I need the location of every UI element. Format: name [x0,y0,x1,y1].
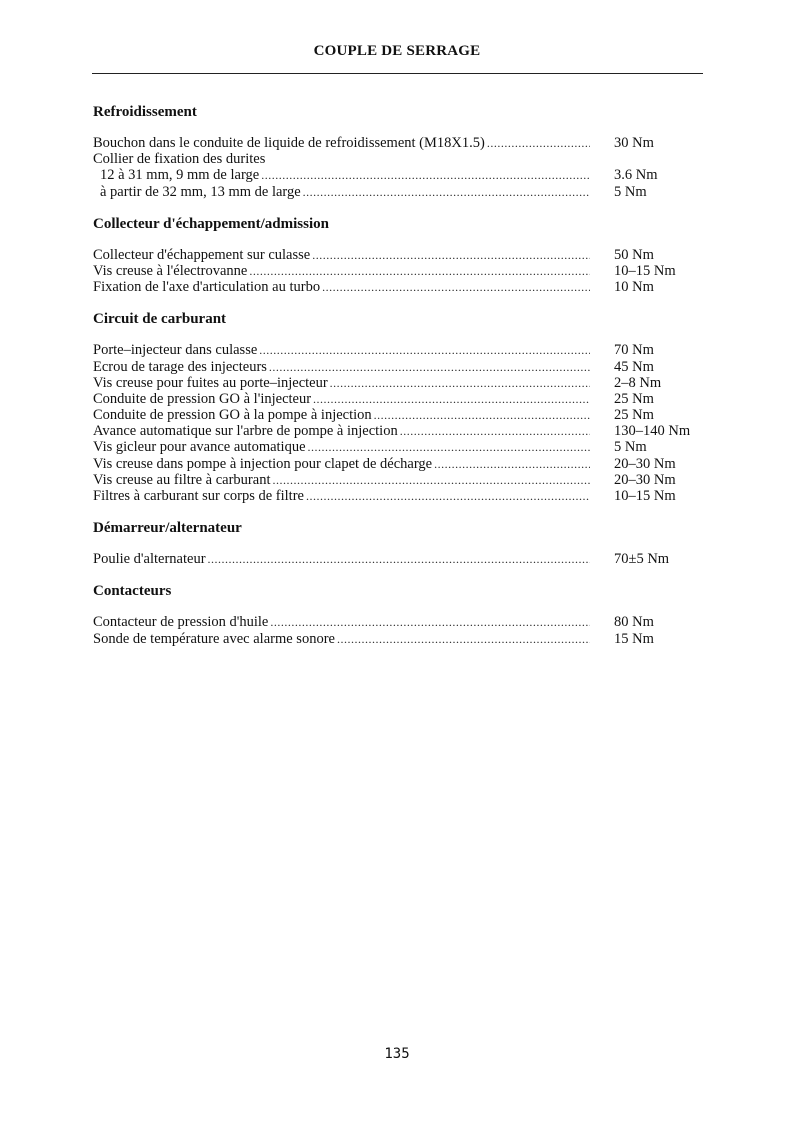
spec-label: Vis creuse au filtre à carburant [93,471,271,488]
dot-leader [312,247,590,263]
spec-value: 130–140 Nm [614,423,691,440]
dot-leader [434,456,590,472]
spec-label: Fixation de l'axe d'articulation au turbo [93,279,321,296]
spec-row [93,631,708,647]
dot-leader [259,342,590,358]
spec-label: Filtres à carburant sur corps de filtre [93,488,304,504]
spec-label: Porte–injecteur dans culasse [93,342,258,359]
spec-value: 20–30 Nm [614,471,676,488]
spec-value: 3.6 Nm [614,167,658,184]
dot-leader [208,551,590,567]
spec-label: Contacteur de pression d'huile [93,614,269,631]
spec-label: Vis creuse pour fuites au porte–injecteur [93,374,328,391]
spec-value: 10 Nm [614,279,654,296]
dot-leader [303,184,590,200]
spec-row [93,359,708,375]
spec-value: 50 Nm [614,246,654,263]
dot-leader [269,359,590,375]
spec-row [93,614,708,630]
spec-value: 2–8 Nm [614,374,662,391]
spec-label: Bouchon dans le conduite de liquide de refroidissement (M18X1.5) [93,135,485,151]
dot-leader [270,614,590,630]
spec-row [93,391,708,407]
spec-value: 25 Nm [614,407,654,424]
spec-row [93,423,708,439]
dot-leader [322,279,590,295]
section-title: Contacteurs [93,583,172,600]
spec-value: 5 Nm [614,439,647,456]
spec-label: Collecteur d'échappement sur culasse [93,246,311,263]
spec-value: 20–30 Nm [614,455,676,472]
spec-label: Sonde de température avec alarme sonore [93,630,335,647]
spec-row [93,247,708,263]
spec-value: 80 Nm [614,614,654,631]
section-refroidissement [93,104,708,200]
spec-label: Vis creuse à l'électrovanne [93,262,248,279]
page-title: COUPLE DE SERRAGE [313,43,481,59]
spec-row [93,439,708,455]
spec-row [93,472,708,488]
spec-value: 30 Nm [614,135,654,151]
spec-value: 10–15 Nm [614,488,676,504]
spec-row [93,551,708,567]
dot-leader [400,423,590,439]
dot-leader [272,472,590,488]
section-contacteurs [93,583,708,646]
spec-row [93,488,708,504]
dot-leader [308,439,590,455]
section-circuit-carburant [93,311,708,504]
dot-leader [313,391,590,407]
section-title: Démarreur/alternateur [93,520,242,537]
spec-value: 25 Nm [614,390,654,407]
spec-label: Conduite de pression GO à l'injecteur [93,390,312,407]
title-rule [92,73,703,74]
dot-leader [374,407,590,423]
spec-value: 15 Nm [614,630,654,647]
spec-row [93,456,708,472]
spec-label: Ecrou de tarage des injecteurs [93,358,267,375]
page-number: 135 [384,1046,410,1062]
torque-spec-list [93,104,708,647]
section-title: Circuit de carburant [93,311,227,328]
dot-leader [261,167,590,183]
spec-label: Collier de fixation des durites [93,151,266,168]
section-demarreur-alternateur [93,520,708,567]
spec-label: à partir de 32 mm, 13 mm de large [100,183,301,200]
spec-value: 5 Nm [614,183,647,200]
spec-row [93,151,708,167]
spec-value: 70±5 Nm [614,551,670,568]
section-collecteur [93,216,708,296]
dot-leader [337,631,590,647]
section-title: Refroidissement [93,104,197,120]
spec-label: 12 à 31 mm, 9 mm de large [100,167,260,184]
spec-row [93,375,708,391]
spec-row [93,342,708,358]
spec-value: 70 Nm [614,342,654,359]
spec-row [93,184,708,200]
spec-row [93,263,708,279]
dot-leader [487,135,590,151]
spec-row [93,407,708,423]
spec-row [93,167,708,183]
dot-leader [306,488,590,504]
spec-value: 45 Nm [614,358,654,375]
spec-label: Vis creuse dans pompe à injection pour clapet de décharge [93,455,433,472]
spec-row [93,135,708,151]
dot-leader [249,263,590,279]
section-title: Collecteur d'échappement/admission [93,215,329,232]
spec-row [93,279,708,295]
spec-label: Vis gicleur pour avance automatique [93,439,306,456]
dot-leader [330,375,590,391]
spec-label: Conduite de pression GO à la pompe à injection [93,407,372,424]
spec-label: Poulie d'alternateur [93,551,206,568]
spec-label: Avance automatique sur l'arbre de pompe à injection [93,423,398,440]
spec-value: 10–15 Nm [614,262,676,279]
